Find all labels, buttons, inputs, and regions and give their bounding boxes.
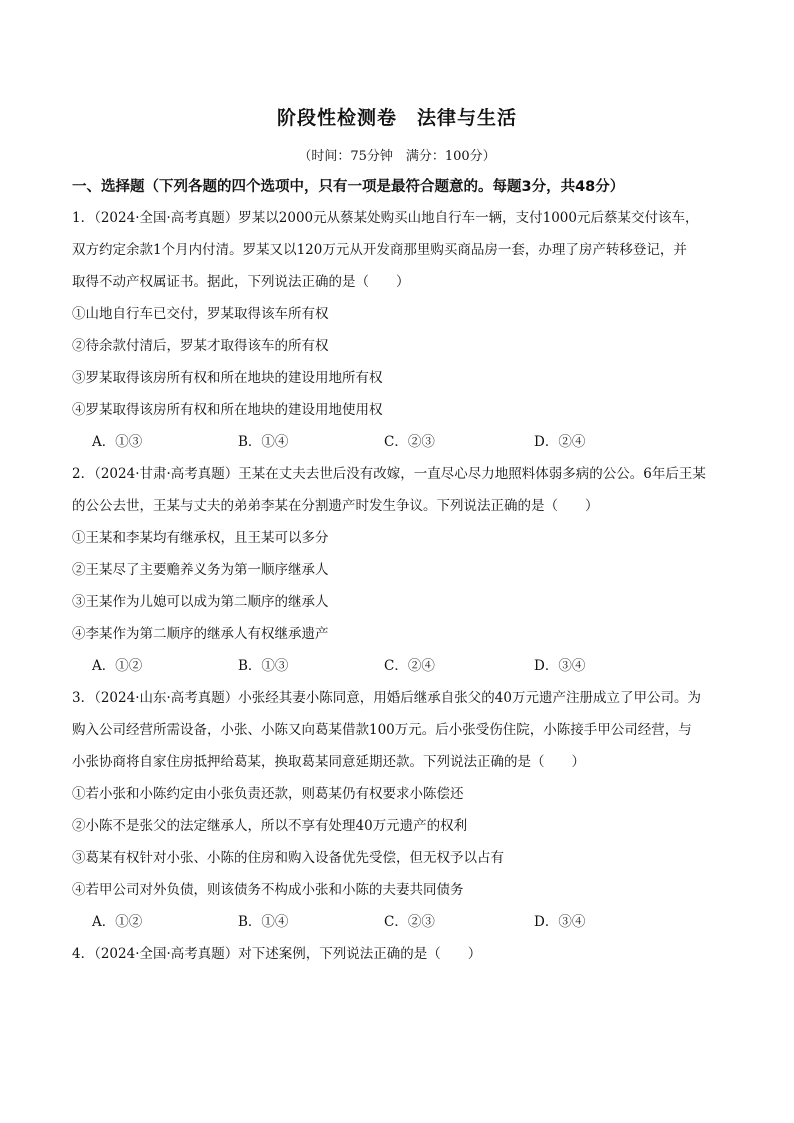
section-heading: 一、选择题（下列各题的四个选项中，只有一项是最符合题意的。每题3分，共48分） — [72, 179, 625, 195]
question-3-statement: ③葛某有权针对小张、小陈的住房和购入设备优先受偿，但无权予以占有 — [72, 850, 504, 866]
question-1-stem-line: 双方约定余款1个月内付清。罗某又以120万元从开发商那里购买商品房一套，办理了房产转移登记，并 — [72, 242, 687, 258]
question-2-option-a[interactable]: A．①② — [92, 658, 143, 674]
question-1-option-d[interactable]: D．②④ — [534, 434, 586, 450]
question-2-statement: ④李某作为第二顺序的继承人有权继承遗产 — [72, 626, 329, 642]
question-2-option-b[interactable]: B．①③ — [238, 658, 289, 674]
question-2-statement: ③王某作为儿媳可以成为第二顺序的继承人 — [72, 594, 329, 610]
exam-meta: （时间：75分钟 满分：100分） — [298, 149, 496, 164]
question-3-option-b[interactable]: B．①④ — [238, 914, 289, 930]
question-3-stem-line: 小张协商将自家住房抵押给葛某，换取葛某同意延期还款。下列说法正确的是（ ） — [72, 754, 585, 770]
question-1-statement: ②待余款付清后，罗某才取得该车的所有权 — [72, 338, 329, 354]
question-2-option-c[interactable]: C．②④ — [384, 658, 435, 674]
question-1-statement: ④罗某取得该房所有权和所在地块的建设用地使用权 — [72, 402, 383, 418]
question-2-statement: ①王某和李某均有继承权，且王某可以多分 — [72, 530, 329, 546]
question-1-option-b[interactable]: B．①④ — [238, 434, 289, 450]
question-1-option-c[interactable]: C．②③ — [384, 434, 435, 450]
question-3-stem-line: 购入公司经营所需设备，小张、小陈又向葛某借款100万元。后小张受伤住院，小陈接手甲公司经营，与 — [72, 722, 692, 738]
question-1-statement: ①山地自行车已交付，罗某取得该车所有权 — [72, 306, 329, 322]
question-1-stem-line: 取得不动产权属证书。据此，下列说法正确的是（ ） — [72, 274, 410, 290]
question-3-option-c[interactable]: C．②③ — [384, 914, 435, 930]
question-2-statement: ②王某尽了主要赡养义务为第一顺序继承人 — [72, 562, 329, 578]
question-3-statement: ①若小张和小陈约定由小张负责还款，则葛某仍有权要求小陈偿还 — [72, 786, 464, 802]
page-title: 阶段性检测卷 法律与生活 — [276, 107, 517, 129]
question-3-stem-line: 3．（2024·山东·高考真题）小张经其妻小陈同意，用婚后继承自张父的40万元遗产注册成立了甲公司。为 — [72, 690, 701, 706]
question-1-stem-line: 1．（2024·全国·高考真题）罗某以2000元从蔡某处购买山地自行车一辆，支付1000元后蔡某交付该车， — [72, 210, 699, 226]
question-3-statement: ④若甲公司对外负债，则该债务不构成小张和小陈的夫妻共同债务 — [72, 882, 464, 898]
question-1-option-a[interactable]: A．①③ — [92, 434, 143, 450]
question-3-statement: ②小陈不是张父的法定继承人，所以不享有处理40万元遗产的权利 — [72, 818, 468, 834]
question-2-stem-line: 的公公去世，王某与丈夫的弟弟李某在分割遗产时发生争议。下列说法正确的是（ ） — [72, 498, 599, 514]
question-1-statement: ③罗某取得该房所有权和所在地块的建设用地所有权 — [72, 370, 383, 386]
question-2-stem-line: 2．（2024·甘肃·高考真题）王某在丈夫去世后没有改嫁，一直尽心尽力地照料体弱多病的公公。6年后王某 — [72, 466, 706, 482]
question-3-option-d[interactable]: D．③④ — [534, 914, 586, 930]
question-3-option-a[interactable]: A．①② — [92, 914, 143, 930]
question-4-stem-line: 4．（2024·全国·高考真题）对下述案例，下列说法正确的是（ ） — [72, 946, 482, 962]
question-2-option-d[interactable]: D．③④ — [534, 658, 586, 674]
